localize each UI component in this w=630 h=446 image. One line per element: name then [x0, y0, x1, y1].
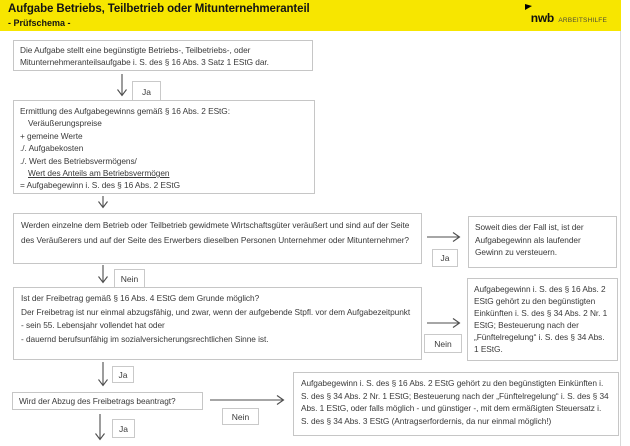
calc-line-underlined: Wert des Anteils am Betriebsvermögen: [28, 168, 170, 179]
ja-label-premise: Ja: [132, 81, 161, 103]
arrow-down-calculation: [97, 196, 109, 213]
laufender-gewinn-text: Soweit dies der Fall ist, ist der Aufgabegewinn als laufender Gewinn zu versteuern.: [475, 222, 584, 257]
premise-text: Die Aufgabe stellt eine begünstigte Betriebs-, Teilbetriebs-, oder Mitunternehmeranteilsaufgabe i. S. des § 16 Abs. 3 Satz 1 EStG dar.: [20, 45, 269, 67]
ja-label-wirtschaftsgueter: Ja: [432, 249, 458, 267]
nein-label-freibetrag: Nein: [424, 334, 462, 353]
arrow-down-to-freibetrag: [97, 265, 109, 288]
arrow-down-premise: [116, 74, 128, 101]
ja-label-antrag: Ja: [112, 419, 135, 438]
arrow-down-continuation: [94, 414, 106, 445]
freibetrag-question-box: [13, 287, 422, 360]
laufender-gewinn-result-box: [468, 216, 617, 268]
calc-line: Veräußerungspreise: [28, 118, 102, 129]
nein-label-antrag: Nein: [222, 408, 259, 425]
calc-line: ./. Aufgabekosten: [20, 143, 84, 154]
brand-name: nwb: [530, 11, 554, 25]
premise-box: [13, 40, 313, 71]
arrow-right-to-besteuerung: [210, 394, 289, 406]
freibetrag-line: - sein 55. Lebensjahr vollendet hat oder: [21, 320, 165, 331]
brand-suffix: ARBEITSHILFE: [558, 17, 607, 24]
freibetrag-line: Der Freibetrag ist nur einmal abzugsfähig, und zwar, wenn der aufgebende Stpfl. vor dem Aufgabezeitpunkt: [21, 306, 411, 317]
freibetrag-antrag-question-box: [12, 392, 203, 410]
arrow-down-to-antrag: [97, 362, 109, 391]
calc-line: Ermittlung des Aufgabegewinns gemäß § 16 Abs. 2 EStG:: [20, 106, 230, 116]
calc-line: + gemeine Werte: [20, 130, 83, 141]
arrow-right-to-laufender-gewinn: [427, 231, 465, 243]
calc-line: [20, 167, 308, 179]
calc-line: ./. Wert des Betriebsvermögens/: [20, 155, 137, 166]
ja-label-freibetrag: Ja: [112, 366, 134, 383]
wirtschaftsgueter-question-box: [13, 213, 422, 264]
nein-label-wirtschaftsgueter: Nein: [114, 269, 145, 289]
page-title: Aufgabe Betriebs, Teilbetrieb oder Mitunternehmeranteil: [8, 3, 310, 15]
freibetrag-line: - dauernd berufsunfähig im sozialversicherungsrechtlichen Sinne ist.: [21, 333, 269, 344]
fuenftelregelung-text: Aufgabegewinn i. S. des § 16 Abs. 2 EStG gehört zu den begünstigten Einkünften i. S. des § 34 Abs. 2 Nr. 1 EStG; Besteuerung nach der „Fünftelregelung“ i. S. des § 34 Abs. 1 EStG.: [474, 284, 608, 354]
arrow-right-to-fuenftelregelung: [427, 317, 465, 329]
besteuerung-result-text: Aufgabegewinn i. S. des § 16 Abs. 2 EStG gehört zu den begünstigten Einkünften i. S. des § 34 Abs. 2 Nr. 1 EStG; Besteuerung nach der „Fünftelregelung“ i. S. des § 34 Abs. 1 EStG, oder falls möglich - und günstiger -, mit dem ermäßigten Steuersatz i. S. des § 34 Abs. 3 EStG (Antragserfordernis, da nur einmal möglich!): [301, 378, 609, 426]
freibetrag-antrag-text: Wird der Abzug des Freibetrags beantragt?: [19, 396, 176, 406]
wirtschaftsgueter-question-text: Werden einzelne dem Betrieb oder Teilbetrieb gewidmete Wirtschaftsgüter veräußert und sind auf der Seite des Veräußerers und auf der Seite des Erwerbers dieselben Personen Unternehmer oder Mitunternehmer?: [21, 220, 410, 245]
page-subtitle: - Prüfschema -: [8, 18, 71, 28]
besteuerung-result-box: [293, 372, 619, 436]
fuenftelregelung-result-box: [467, 278, 618, 361]
freibetrag-line: Ist der Freibetrag gemäß § 16 Abs. 4 EStG dem Grunde möglich?: [21, 293, 260, 303]
calc-line: = Aufgabegewinn i. S. des § 16 Abs. 2 EStG: [20, 180, 181, 191]
gain-calculation-box: [13, 100, 315, 194]
